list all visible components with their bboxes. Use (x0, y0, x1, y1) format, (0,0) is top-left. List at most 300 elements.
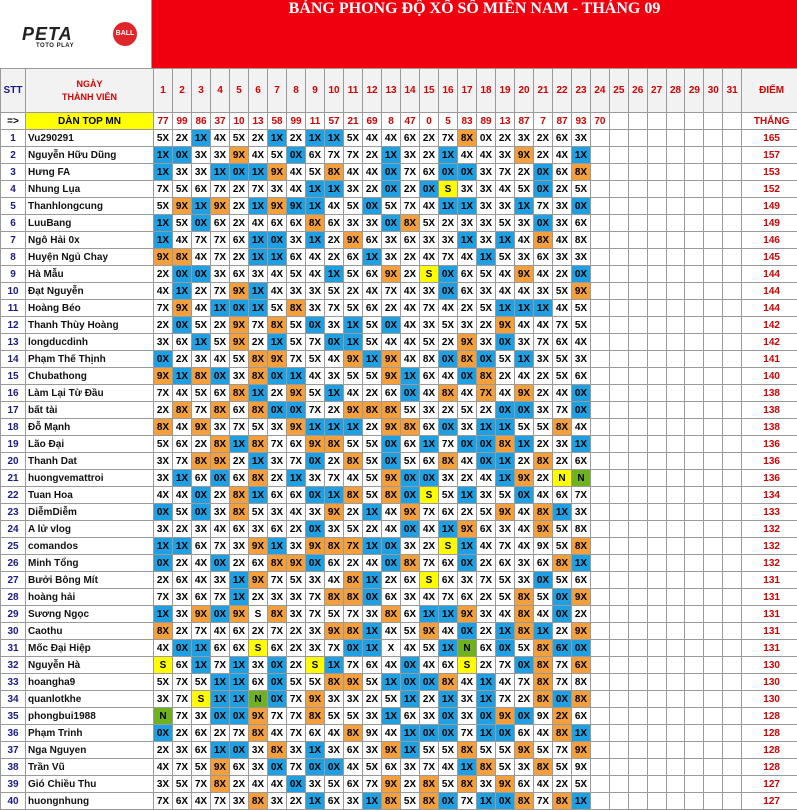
result-cell (609, 368, 628, 385)
result-cell (647, 742, 666, 759)
result-cell: 8X (268, 317, 287, 334)
result-cell: 0X (363, 198, 382, 215)
result-cell: 0X (534, 572, 553, 589)
result-cell: 4X (401, 640, 420, 657)
result-cell: 5X (325, 283, 344, 300)
day-header: 9 (306, 69, 325, 113)
result-cell (704, 572, 723, 589)
result-cell: 6X (572, 572, 591, 589)
stt-cell: 22 (1, 487, 26, 504)
result-cell: 9X (363, 725, 382, 742)
result-cell: 1X (268, 334, 287, 351)
result-cell (591, 351, 610, 368)
result-cell: 5X (344, 300, 363, 317)
result-cell: 7X (230, 419, 249, 436)
result-cell: 0X (496, 640, 515, 657)
result-cell: 9X (287, 555, 306, 572)
result-cell: 5X (192, 674, 211, 691)
result-cell: 4X (382, 521, 401, 538)
result-cell (591, 402, 610, 419)
result-cell: 2X (249, 334, 268, 351)
result-cell: 6X (192, 181, 211, 198)
result-cell: 9X (496, 317, 515, 334)
member-name: Thanhlongcung (26, 198, 154, 215)
result-cell: 9X (534, 538, 553, 555)
result-cell: 3X (458, 181, 477, 198)
result-cell: 3X (477, 164, 496, 181)
member-name: DiễmDiễm (26, 504, 154, 521)
result-cell: 0X (192, 487, 211, 504)
result-cell: 6X (572, 215, 591, 232)
result-cell: 1X (154, 606, 173, 623)
result-cell: 3X (192, 164, 211, 181)
result-cell: 2X (439, 334, 458, 351)
result-cell: 7X (287, 725, 306, 742)
result-cell: 3X (420, 708, 439, 725)
result-cell: 4X (363, 164, 382, 181)
points-cell: 145 (742, 249, 797, 266)
result-cell: 8X (344, 572, 363, 589)
result-cell: 8X (572, 538, 591, 555)
result-cell (609, 334, 628, 351)
result-cell: 4X (401, 334, 420, 351)
top-number-cell (723, 113, 742, 130)
result-cell (704, 555, 723, 572)
result-cell: 7X (306, 606, 325, 623)
stt-cell: 36 (1, 725, 26, 742)
result-cell: 6X (249, 555, 268, 572)
result-cell (723, 623, 742, 640)
day-header: 24 (591, 69, 610, 113)
result-cell: 4X (458, 147, 477, 164)
result-cell: 2X (154, 742, 173, 759)
result-cell (591, 334, 610, 351)
result-cell: 9X (230, 147, 249, 164)
result-cell (628, 742, 647, 759)
result-cell: 5X (420, 742, 439, 759)
result-cell: 8X (154, 623, 173, 640)
result-cell: 5X (496, 215, 515, 232)
result-cell (647, 232, 666, 249)
member-name: Sương Ngọc (26, 606, 154, 623)
result-cell: 6X (515, 776, 534, 793)
result-cell (647, 674, 666, 691)
result-cell: 0X (401, 487, 420, 504)
result-cell: 3X (211, 504, 230, 521)
result-cell: 3X (230, 538, 249, 555)
result-cell: 9X (306, 436, 325, 453)
result-cell: 5X (306, 674, 325, 691)
result-cell: 3X (515, 555, 534, 572)
result-cell: 2X (287, 623, 306, 640)
result-cell: 5X (401, 402, 420, 419)
result-cell: 2X (154, 572, 173, 589)
result-cell (591, 317, 610, 334)
stt-cell: 27 (1, 572, 26, 589)
points-cell: 128 (742, 708, 797, 725)
result-cell: 3X (534, 283, 553, 300)
result-cell (666, 623, 685, 640)
result-cell (666, 572, 685, 589)
result-cell (723, 487, 742, 504)
result-cell: 6X (192, 742, 211, 759)
result-cell: 0X (211, 606, 230, 623)
result-cell: 9X (382, 419, 401, 436)
member-name: phongbui1988 (26, 708, 154, 725)
result-cell: 9X (534, 708, 553, 725)
top-number-cell (628, 113, 647, 130)
result-cell: 9X (515, 385, 534, 402)
result-cell: 4X (496, 181, 515, 198)
result-cell: 7X (458, 793, 477, 810)
stt-header: STT (1, 69, 26, 113)
result-cell (609, 725, 628, 742)
result-cell: 4X (477, 470, 496, 487)
result-cell: 0X (401, 470, 420, 487)
top-number-cell: 87 (515, 113, 534, 130)
stt-cell: 14 (1, 351, 26, 368)
result-cell: 7X (401, 198, 420, 215)
result-cell: 5X (515, 181, 534, 198)
result-cell: 9X (344, 402, 363, 419)
result-cell: 5X (401, 453, 420, 470)
result-cell: S (249, 640, 268, 657)
result-cell: 6X (382, 759, 401, 776)
result-cell: 6X (515, 725, 534, 742)
result-cell: 5X (287, 334, 306, 351)
result-cell: 2X (496, 130, 515, 147)
result-cell: 4X (382, 334, 401, 351)
result-cell: 1X (287, 470, 306, 487)
result-cell: 0X (268, 368, 287, 385)
result-cell: 1X (154, 164, 173, 181)
result-cell: 7X (496, 691, 515, 708)
result-cell: 3X (439, 470, 458, 487)
result-cell: 1X (154, 147, 173, 164)
result-cell: 6X (268, 521, 287, 538)
result-cell: 8X (572, 691, 591, 708)
result-cell: 0X (401, 385, 420, 402)
stt-cell: 28 (1, 589, 26, 606)
result-cell: 2X (211, 725, 230, 742)
result-cell (685, 640, 704, 657)
result-cell: 9X (458, 334, 477, 351)
day-header: 5 (230, 69, 249, 113)
result-cell: 3X (344, 793, 363, 810)
points-cell: 165 (742, 130, 797, 147)
result-cell (591, 215, 610, 232)
result-cell (704, 776, 723, 793)
result-cell (628, 300, 647, 317)
result-cell: 9X (515, 742, 534, 759)
top-number-cell: 86 (192, 113, 211, 130)
top-number-cell (666, 113, 685, 130)
result-cell: 3X (477, 198, 496, 215)
day-label: NGÀY (26, 78, 153, 91)
result-cell: 1X (192, 198, 211, 215)
result-cell (666, 419, 685, 436)
top-number-cell: 83 (458, 113, 477, 130)
result-cell: 4X (439, 759, 458, 776)
result-cell: 0X (515, 402, 534, 419)
result-cell (647, 147, 666, 164)
result-cell (685, 691, 704, 708)
result-cell: 2X (458, 504, 477, 521)
result-cell: 2X (230, 776, 249, 793)
top-number-cell: 89 (477, 113, 496, 130)
result-cell: 7X (192, 232, 211, 249)
result-cell (685, 368, 704, 385)
result-cell: 6X (420, 164, 439, 181)
result-cell: 6X (211, 385, 230, 402)
result-cell: 1X (192, 334, 211, 351)
result-cell (666, 640, 685, 657)
result-cell (609, 776, 628, 793)
result-cell: 2X (515, 453, 534, 470)
result-cell: 4X (344, 759, 363, 776)
top-number-cell: 69 (363, 113, 382, 130)
result-cell: 2X (534, 147, 553, 164)
member-name: hoangha9 (26, 674, 154, 691)
result-cell: 3X (572, 130, 591, 147)
stt-cell: 1 (1, 130, 26, 147)
result-cell: 5X (401, 623, 420, 640)
result-cell: 2X (401, 181, 420, 198)
result-cell: 8X (325, 436, 344, 453)
result-cell: 5X (344, 436, 363, 453)
result-cell (723, 300, 742, 317)
result-cell (647, 538, 666, 555)
result-cell: 2X (572, 606, 591, 623)
result-cell: 5X (534, 419, 553, 436)
result-cell: 5X (496, 572, 515, 589)
result-cell: 1X (211, 164, 230, 181)
result-cell (704, 266, 723, 283)
member-name: comandos (26, 538, 154, 555)
result-cell: 9X (496, 708, 515, 725)
result-cell (685, 572, 704, 589)
table-row (1, 589, 797, 606)
result-cell: 7X (287, 691, 306, 708)
result-cell (647, 487, 666, 504)
result-cell: 2X (534, 436, 553, 453)
result-cell: 2X (363, 385, 382, 402)
result-cell (723, 725, 742, 742)
result-cell: 2X (553, 266, 572, 283)
day-header: 29 (685, 69, 704, 113)
result-cell (628, 351, 647, 368)
result-cell (628, 606, 647, 623)
result-cell (723, 283, 742, 300)
result-cell: 3X (325, 742, 344, 759)
table-row (1, 725, 797, 742)
points-cell: 144 (742, 283, 797, 300)
result-cell (666, 487, 685, 504)
result-cell: 3X (306, 572, 325, 589)
result-cell: 8X (287, 300, 306, 317)
result-cell: 1X (249, 198, 268, 215)
result-cell: 1X (249, 300, 268, 317)
result-cell (628, 334, 647, 351)
result-cell (723, 215, 742, 232)
result-cell (704, 453, 723, 470)
result-cell (591, 470, 610, 487)
result-cell: S (420, 266, 439, 283)
result-cell: 2X (287, 130, 306, 147)
result-cell: N (249, 691, 268, 708)
result-cell (666, 657, 685, 674)
result-cell: 5X (306, 164, 325, 181)
result-cell: 2X (553, 453, 572, 470)
result-cell (609, 759, 628, 776)
result-cell: 3X (154, 470, 173, 487)
result-cell: 8X (420, 351, 439, 368)
result-cell: 3X (515, 572, 534, 589)
result-cell: 7X (154, 793, 173, 810)
result-cell (628, 181, 647, 198)
member-label: THÀNH VIÊN (26, 91, 153, 104)
result-cell (591, 266, 610, 283)
result-cell: 3X (230, 368, 249, 385)
points-cell: 138 (742, 385, 797, 402)
result-cell: 7X (211, 249, 230, 266)
result-cell: 1X (287, 368, 306, 385)
result-cell (723, 691, 742, 708)
result-cell (609, 470, 628, 487)
day-header: 25 (609, 69, 628, 113)
result-cell: 4X (382, 504, 401, 521)
result-cell: 9X (230, 606, 249, 623)
table-row (1, 232, 797, 249)
table-row (1, 776, 797, 793)
result-cell: 9X (211, 759, 230, 776)
result-cell (685, 623, 704, 640)
result-cell (609, 402, 628, 419)
result-cell (647, 640, 666, 657)
result-cell: 4X (192, 793, 211, 810)
result-cell: 3X (477, 776, 496, 793)
result-cell (723, 606, 742, 623)
result-cell: 3X (515, 759, 534, 776)
member-name: Thanh Dat (26, 453, 154, 470)
result-cell: 1X (515, 351, 534, 368)
result-cell: 3X (496, 521, 515, 538)
result-cell: 0X (572, 266, 591, 283)
result-cell: 0X (439, 266, 458, 283)
day-header: 15 (420, 69, 439, 113)
result-cell: 2X (420, 147, 439, 164)
result-cell: 5X (268, 300, 287, 317)
result-cell: 5X (173, 215, 192, 232)
result-cell: 8X (344, 487, 363, 504)
points-cell: 142 (742, 317, 797, 334)
result-cell: 4X (211, 623, 230, 640)
result-cell (647, 453, 666, 470)
result-cell: 4X (249, 776, 268, 793)
result-cell: 6X (173, 657, 192, 674)
result-cell (666, 453, 685, 470)
points-cell: 132 (742, 538, 797, 555)
result-cell: 6X (230, 470, 249, 487)
result-cell: 8X (477, 759, 496, 776)
result-cell: 7X (477, 572, 496, 589)
result-cell: 6X (572, 657, 591, 674)
result-cell: 4X (496, 385, 515, 402)
result-cell (647, 198, 666, 215)
result-cell: 9X (572, 283, 591, 300)
result-cell: 6X (325, 555, 344, 572)
result-cell: 6X (173, 572, 192, 589)
result-cell (628, 232, 647, 249)
result-cell: 7X (154, 300, 173, 317)
day-header: 23 (572, 69, 591, 113)
result-cell (666, 300, 685, 317)
result-cell (666, 759, 685, 776)
table-row (1, 691, 797, 708)
result-cell (723, 776, 742, 793)
result-cell (609, 164, 628, 181)
result-cell: 3X (173, 589, 192, 606)
result-cell: 3X (230, 793, 249, 810)
result-cell: 5X (344, 708, 363, 725)
result-cell (666, 181, 685, 198)
result-cell: 3X (306, 623, 325, 640)
member-name: Phạm Thế Thịnh (26, 351, 154, 368)
result-cell: 0X (496, 725, 515, 742)
result-cell: 4X (382, 657, 401, 674)
result-cell: 1X (382, 674, 401, 691)
result-cell: 0X (515, 708, 534, 725)
stt-cell: 6 (1, 215, 26, 232)
result-cell (609, 249, 628, 266)
result-cell: 9X (306, 691, 325, 708)
result-cell (591, 487, 610, 504)
result-cell (609, 521, 628, 538)
result-cell (647, 368, 666, 385)
result-cell (647, 504, 666, 521)
member-name: Nga Nguyen (26, 742, 154, 759)
result-cell (685, 436, 704, 453)
table-row (1, 351, 797, 368)
top-number-cell: 13 (249, 113, 268, 130)
result-cell: 6X (192, 589, 211, 606)
result-cell: 6X (192, 725, 211, 742)
result-cell: 5X (553, 351, 572, 368)
result-cell: 0X (496, 402, 515, 419)
result-cell: 5X (363, 453, 382, 470)
result-cell: 9X (154, 249, 173, 266)
result-cell: 3X (306, 283, 325, 300)
result-cell (723, 334, 742, 351)
points-cell: 146 (742, 232, 797, 249)
result-cell: 5X (439, 742, 458, 759)
result-cell: 0X (154, 504, 173, 521)
result-cell: 7X (154, 589, 173, 606)
result-cell (685, 487, 704, 504)
result-cell: 5X (363, 317, 382, 334)
result-cell (685, 555, 704, 572)
result-cell: 1X (306, 232, 325, 249)
result-cell (704, 640, 723, 657)
result-cell: 8X (344, 623, 363, 640)
result-cell: 9X (325, 623, 344, 640)
result-cell (723, 130, 742, 147)
result-cell: 0X (382, 453, 401, 470)
result-cell: 4X (325, 351, 344, 368)
top-number-cell (647, 113, 666, 130)
member-name: Mốc Đại Hiệp (26, 640, 154, 657)
result-cell: 7X (496, 538, 515, 555)
